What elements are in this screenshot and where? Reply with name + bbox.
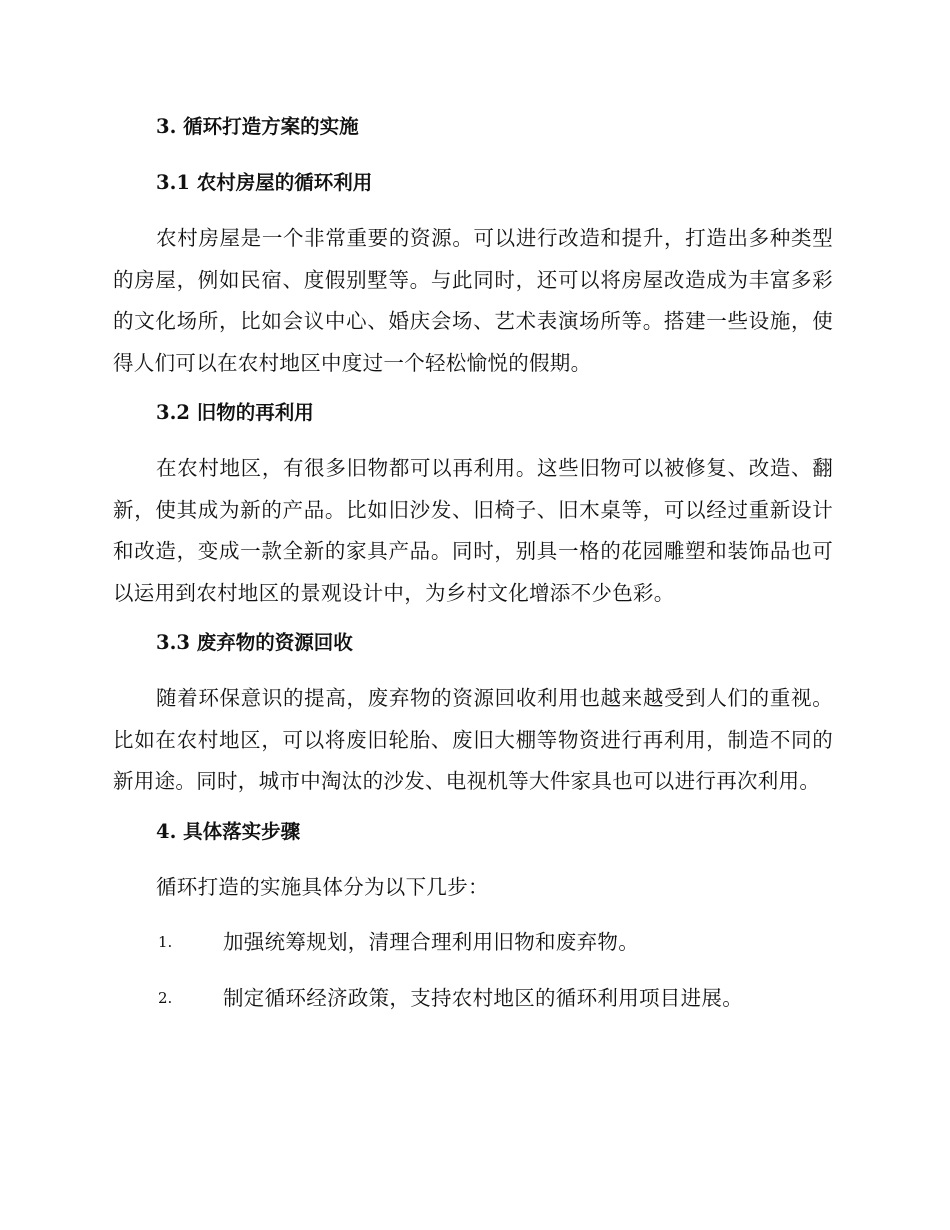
list-item-number: 1. (158, 933, 173, 951)
list-item-text: 制定循环经济政策，支持农村地区的循环利用项目进展。 (223, 985, 743, 1010)
paragraph-3-1: 农村房屋是一个非常重要的资源。可以进行改造和提升，打造出多种类型的房屋，例如民宿、度假别墅等。与此同时，还可以将房屋改造成为丰富多彩的文化场所，比如会议中心、婚庆会场、艺术表演场所等。搭建一些设施，使得人们可以在农村地区中度过一个轻松愉悦的假期。 (113, 226, 833, 375)
paragraph-3-3: 随着环保意识的提高，废弃物的资源回收利用也越来越受到人们的重视。比如在农村地区，可以将废旧轮胎、废旧大棚等物资进行再利用，制造不同的新用途。同时，城市中淘汰的沙发、电视机等大件家具也可以进行再次利用。 (113, 686, 833, 793)
list-item (113, 978, 833, 1020)
paragraph-3-2: 在农村地区，有很多旧物都可以再利用。这些旧物可以被修复、改造、翻新，使其成为新的产品。比如旧沙发、旧椅子、旧木桌等，可以经过重新设计和改造，变成一款全新的家具产品。同时，别具一格的花园雕塑和装饰品也可以运用到农村地区的景观设计中，为乡村文化增添不少色彩。 (113, 456, 833, 605)
section-heading-3-2: 3.2 旧物的再利用 (156, 401, 314, 424)
document-body (113, 108, 833, 1033)
section-heading-4: 4. 具体落实步骤 (156, 819, 301, 843)
section-heading-3-3: 3.3 废弃物的资源回收 (156, 631, 353, 654)
paragraph-4-intro: 循环打造的实施具体分为以下几步： (156, 874, 489, 899)
list-item-number: 2. (158, 988, 173, 1007)
list-item-text: 加强统筹规划，清理合理利用旧物和废弃物。 (223, 930, 639, 954)
section-heading-3-1: 3.1 农村房屋的循环利用 (156, 171, 373, 194)
section-heading-3: 3. 循环打造方案的实施 (156, 115, 359, 138)
list-item (113, 922, 833, 964)
